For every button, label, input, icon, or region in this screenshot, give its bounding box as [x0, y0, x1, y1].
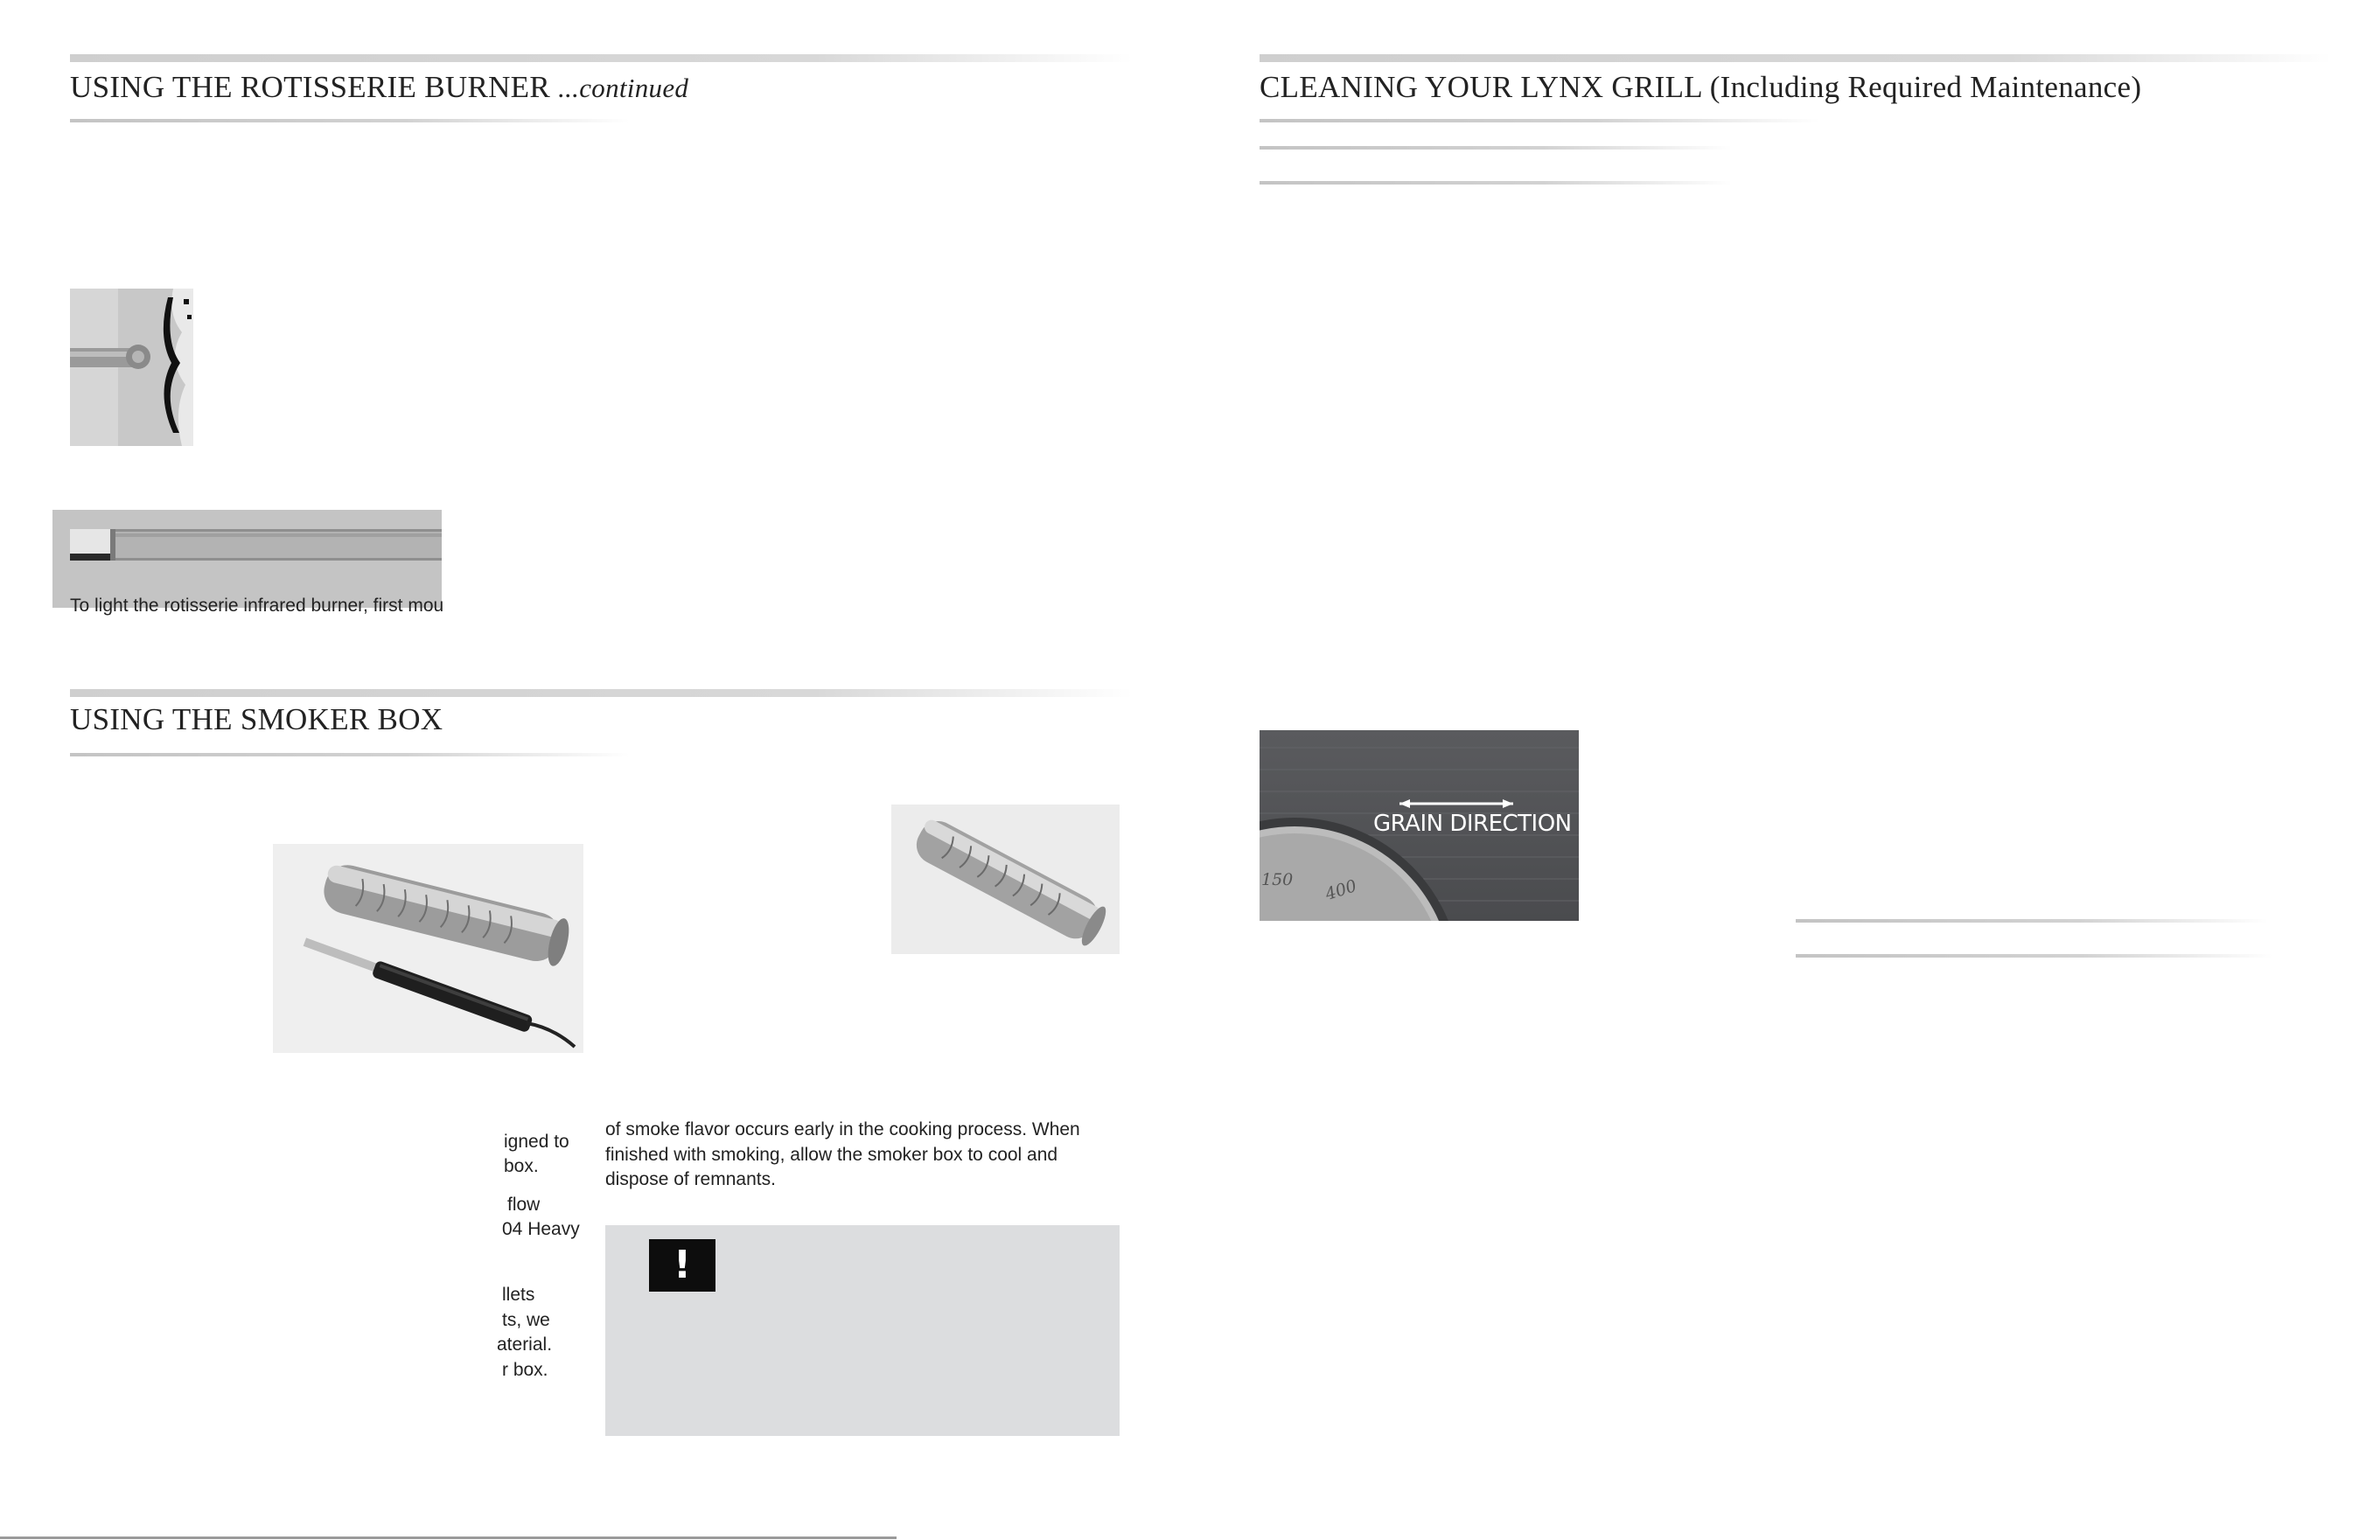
- cleaning-lower-rule-1: [1796, 919, 2268, 923]
- rotisserie-top-rule: [70, 54, 1133, 62]
- smoker-col1-line: r box.: [502, 1360, 548, 1380]
- cleaning-heading-title: CLEANING YOUR LYNX GRILL: [1260, 70, 1702, 104]
- smoker-col1-line: ts, we: [502, 1310, 550, 1330]
- dial-number: 400: [1323, 875, 1359, 905]
- smoker-col1-line: llets: [502, 1285, 535, 1305]
- rotisserie-bracket-photo: [70, 289, 193, 446]
- page-bottom-rule: [0, 1537, 897, 1539]
- rotisserie-heading-title: USING THE ROTISSERIE BURNER: [70, 70, 551, 104]
- cleaning-heading: [1260, 70, 2141, 105]
- warning-icon: [649, 1239, 715, 1292]
- smoker-box-photo: [273, 844, 583, 1053]
- smoker-top-rule: [70, 689, 1133, 697]
- smoker-col1-line: flow: [507, 1195, 541, 1215]
- grain-direction-label: GRAIN DIRECTION: [1373, 811, 1572, 837]
- rotisserie-lighting-text: To light the rotisserie infrared burner, first mou: [70, 596, 444, 616]
- smoker-col1-line: 04 Heavy: [502, 1219, 580, 1239]
- cleaning-top-rule: [1260, 54, 2331, 62]
- cleaning-heading-suffix: (Including Required Maintenance): [1709, 70, 2142, 104]
- smoker-col2-line: dispose of remnants.: [605, 1169, 776, 1189]
- cleaning-subrule-1: [1260, 146, 1732, 150]
- smoker-col1-line: aterial.: [497, 1334, 553, 1355]
- rotisserie-bottom-rule: [70, 119, 630, 122]
- smoker-col1-line: box.: [504, 1156, 539, 1176]
- rotisserie-heading: [70, 70, 688, 105]
- smoker-col2-line: of smoke flavor occurs early in the cooking process. When: [605, 1119, 1080, 1139]
- dial-number: 150: [1261, 870, 1294, 889]
- smoker-col2-line: finished with smoking, allow the smoker box to cool and: [605, 1145, 1058, 1165]
- warning-box: [605, 1225, 1120, 1436]
- rotisserie-heading-suffix: ...continued: [558, 73, 689, 103]
- cleaning-lower-rule-2: [1796, 954, 2272, 958]
- smoker-heading: USING THE SMOKER BOX: [70, 702, 443, 736]
- cleaning-bottom-rule: [1260, 119, 1819, 122]
- warning-symbol: !: [673, 1243, 692, 1287]
- smoker-col1-line: igned to: [504, 1132, 569, 1152]
- smoker-bottom-rule: [70, 753, 630, 756]
- cleaning-subrule-2: [1260, 181, 1732, 185]
- smoker-box-small-photo: [891, 805, 1120, 954]
- grain-direction-photo: [1260, 730, 1579, 921]
